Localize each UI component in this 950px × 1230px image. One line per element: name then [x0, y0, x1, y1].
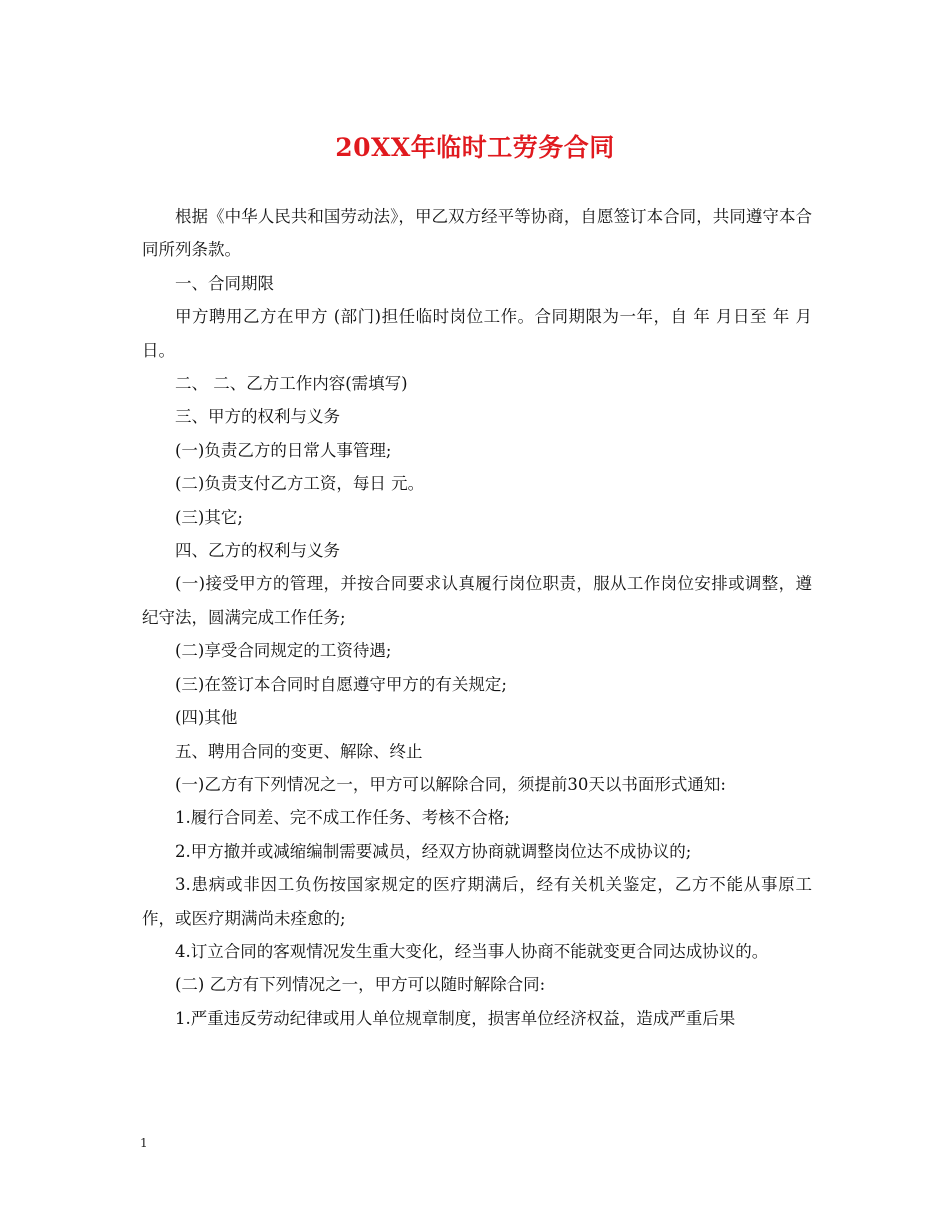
- heading-contract-term: 一、合同期限: [175, 273, 274, 293]
- list-item: (二)负责支付乙方工资，每日 元。: [175, 474, 425, 494]
- list-item: (三)在签订本合同时自愿遵守甲方的有关规定;: [175, 674, 507, 694]
- paragraph-intro: 根据《中华人民共和国劳动法》，甲乙双方经平等协商，自愿签订本合同，共同遵守本合同所列条款。: [142, 207, 812, 260]
- document-title: 20XX年临时工劳务合同: [335, 133, 615, 162]
- list-item: (二) 乙方有下列情况之一，甲方可以随时解除合同:: [175, 975, 546, 995]
- list-item: (四)其他: [175, 708, 238, 728]
- list-item: (一)乙方有下列情况之一，甲方可以解除合同，须提前30天以书面形式通知:: [175, 774, 726, 794]
- page-number: 1: [140, 1136, 148, 1150]
- list-item: (三)其它;: [175, 507, 243, 527]
- list-item: 1.严重违反劳动纪律或用人单位规章制度，损害单位经济权益，造成严重后果: [175, 1008, 736, 1028]
- list-item: (一)接受甲方的管理，并按合同要求认真履行岗位职责，服从工作岗位安排或调整，遵纪守法，圆满完成工作任务;: [142, 574, 812, 627]
- list-item: 1.履行合同差、完不成工作任务、考核不合格;: [175, 808, 510, 828]
- list-item: 3.患病或非因工负伤按国家规定的医疗期满后，经有关机关鉴定，乙方不能从事原工作，或医疗期满尚未痊愈的;: [142, 875, 812, 928]
- list-item: (二)享受合同规定的工资待遇;: [175, 641, 392, 661]
- document-body: [142, 200, 812, 1035]
- heading-party-b-rights: 四、乙方的权利与义务: [175, 541, 340, 561]
- heading-party-a-rights: 三、甲方的权利与义务: [175, 407, 340, 427]
- heading-work-content: 二、 二、乙方工作内容(需填写): [175, 374, 408, 394]
- list-item: 4.订立合同的客观情况发生重大变化，经当事人协商不能就变更合同达成协议的。: [175, 941, 769, 961]
- paragraph-contract-term: 甲方聘用乙方在甲方 (部门)担任临时岗位工作。合同期限为一年，自 年 月日至 年 月 日。: [142, 307, 812, 360]
- list-item: 2.甲方撤并或减缩编制需要减员，经双方协商就调整岗位达不成协议的;: [175, 841, 692, 861]
- heading-contract-changes: 五、聘用合同的变更、解除、终止: [175, 741, 423, 761]
- list-item: (一)负责乙方的日常人事管理;: [175, 440, 392, 460]
